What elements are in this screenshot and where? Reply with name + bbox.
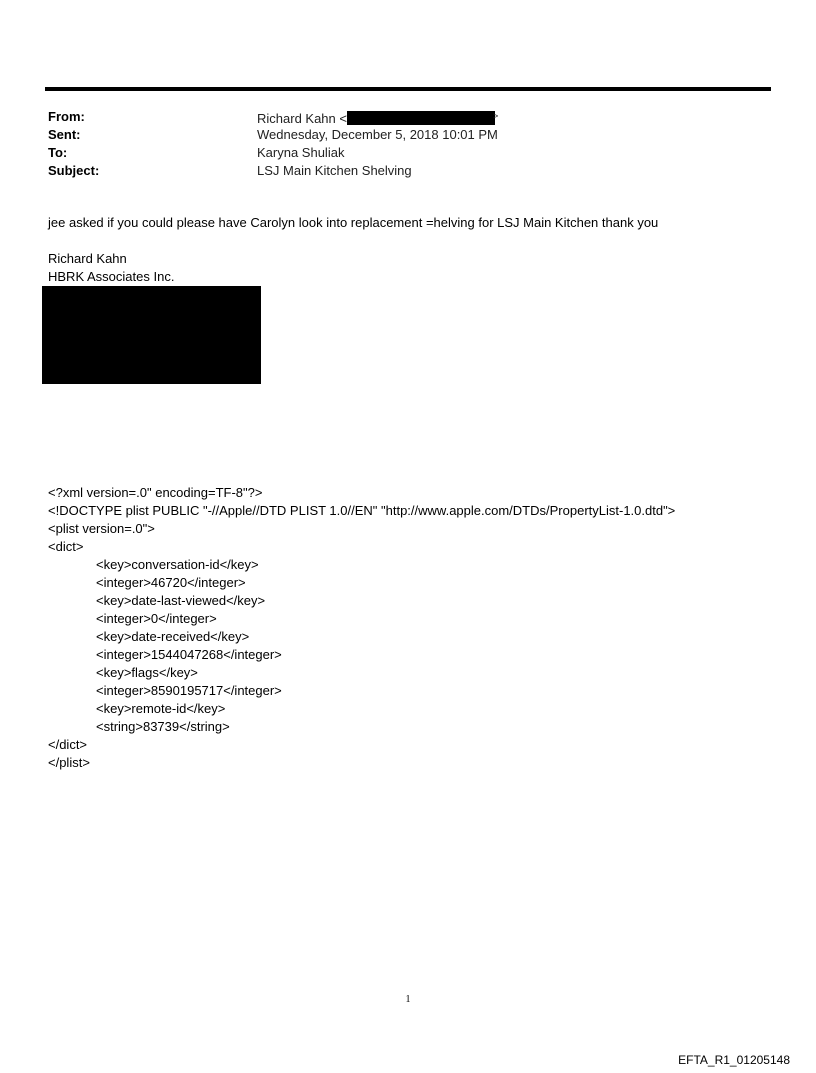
- signature-name: Richard Kahn: [48, 251, 127, 266]
- xml-key-line: <key>remote-id</key>: [96, 701, 226, 716]
- message-body: jee asked if you could please have Carolyn look into replacement =helving for LSJ Main Kitchen thank you: [48, 215, 659, 230]
- from-close-bracket: >: [492, 110, 499, 121]
- xml-plist-close: </plist>: [48, 755, 90, 770]
- xml-value-line: <string>83739</string>: [96, 719, 230, 734]
- xml-key-line: <key>date-last-viewed</key>: [96, 593, 266, 608]
- to-value: Karyna Shuliak: [257, 145, 345, 160]
- xml-key-line: <key>conversation-id</key>: [96, 557, 259, 572]
- from-label: From:: [48, 109, 85, 124]
- subject-row: [48, 162, 498, 180]
- signature-block: [48, 250, 174, 286]
- xml-dict-open: <dict>: [48, 539, 84, 554]
- plist-xml: [48, 484, 675, 772]
- subject-label: Subject:: [48, 163, 100, 178]
- xml-value-line: <integer>8590195717</integer>: [96, 683, 282, 698]
- from-value: [257, 107, 498, 128]
- sent-label: Sent:: [48, 127, 81, 142]
- subject-value: LSJ Main Kitchen Shelving: [257, 163, 412, 178]
- xml-key-line: <key>date-received</key>: [96, 629, 250, 644]
- signature-company: HBRK Associates Inc.: [48, 269, 175, 284]
- sent-value: Wednesday, December 5, 2018 10:01 PM: [257, 127, 498, 142]
- to-row: [48, 144, 498, 162]
- page-number: 1: [405, 994, 411, 1005]
- xml-plist-open: <plist version=.0">: [48, 521, 155, 536]
- from-row: [48, 108, 498, 126]
- header-divider: [45, 87, 771, 91]
- sent-row: [48, 126, 498, 144]
- bates-number: EFTA_R1_01205148: [678, 1053, 790, 1067]
- xml-declaration: <?xml version=.0" encoding=TF-8"?>: [48, 485, 263, 500]
- xml-dict-close: </dict>: [48, 737, 88, 752]
- xml-value-line: <integer>0</integer>: [96, 611, 217, 626]
- signature-redaction: [42, 286, 261, 384]
- xml-doctype: <!DOCTYPE plist PUBLIC "-//Apple//DTD PLIST 1.0//EN" "http://www.apple.com/DTDs/PropertyList-1.0.dtd">: [48, 503, 676, 518]
- from-name: Richard Kahn <: [257, 110, 347, 126]
- email-redaction: [347, 111, 495, 125]
- email-header: [48, 108, 498, 180]
- xml-value-line: <integer>46720</integer>: [96, 575, 246, 590]
- xml-key-line: <key>flags</key>: [96, 665, 198, 680]
- xml-value-line: <integer>1544047268</integer>: [96, 647, 282, 662]
- to-label: To:: [48, 145, 68, 160]
